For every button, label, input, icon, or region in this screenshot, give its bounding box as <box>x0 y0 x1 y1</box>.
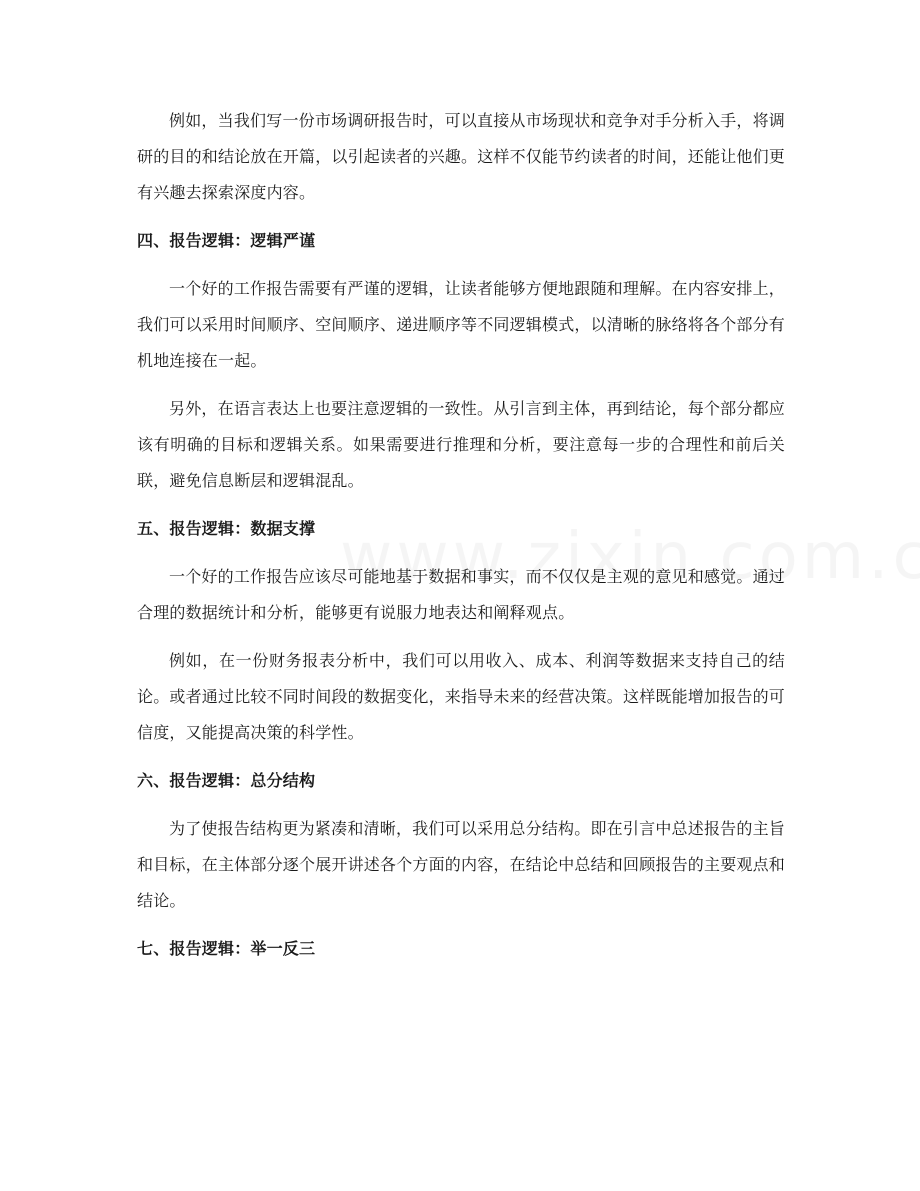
paragraph-intro-example: 例如，当我们写一份市场调研报告时，可以直接从市场现状和竞争对手分析入手，将调研的目的和结论放在开篇，以引起读者的兴趣。这样不仅能节约读者的时间，还能让他们更有兴趣去探索深度内容。 <box>137 111 786 202</box>
paragraph-data-1: 一个好的工作报告应该尽可能地基于数据和事实，而不仅仅是主观的意见和感觉。通过合理的数据统计和分析，能够更有说服力地表达和阐释观点。 <box>137 567 785 622</box>
paragraph-logic-2: 另外，在语言表达上也要注意逻辑的一致性。从引言到主体，再到结论，每个部分都应该有明确的目标和逻辑关系。如果需要进行推理和分析，要注意每一步的合理性和前后关联，避免信息断层和逻辑混乱。 <box>137 399 785 490</box>
document-body <box>137 103 785 979</box>
section-heading-7: 七、报告逻辑：举一反三 <box>137 939 316 958</box>
paragraph-structure-1: 为了使报告结构更为紧凑和清晰，我们可以采用总分结构。即在引言中总述报告的主旨和目标，在主体部分逐个展开讲述各个方面的内容，在结论中总结和回顾报告的主要观点和结论。 <box>137 819 786 910</box>
section-heading-4: 四、报告逻辑：逻辑严谨 <box>137 231 316 250</box>
section-heading-5: 五、报告逻辑：数据支撑 <box>137 519 316 538</box>
paragraph-data-2: 例如，在一份财务报表分析中，我们可以用收入、成本、利润等数据来支持自己的结论。或者通过比较不同时间段的数据变化，来指导未来的经营决策。这样既能增加报告的可信度，又能提高决策的科学性。 <box>137 651 786 742</box>
paragraph-logic-1: 一个好的工作报告需要有严谨的逻辑，让读者能够方便地跟随和理解。在内容安排上，我们可以采用时间顺序、空间顺序、递进顺序等不同逻辑模式，以清晰的脉络将各个部分有机地连接在一起。 <box>137 279 786 370</box>
section-heading-6: 六、报告逻辑：总分结构 <box>137 771 316 790</box>
